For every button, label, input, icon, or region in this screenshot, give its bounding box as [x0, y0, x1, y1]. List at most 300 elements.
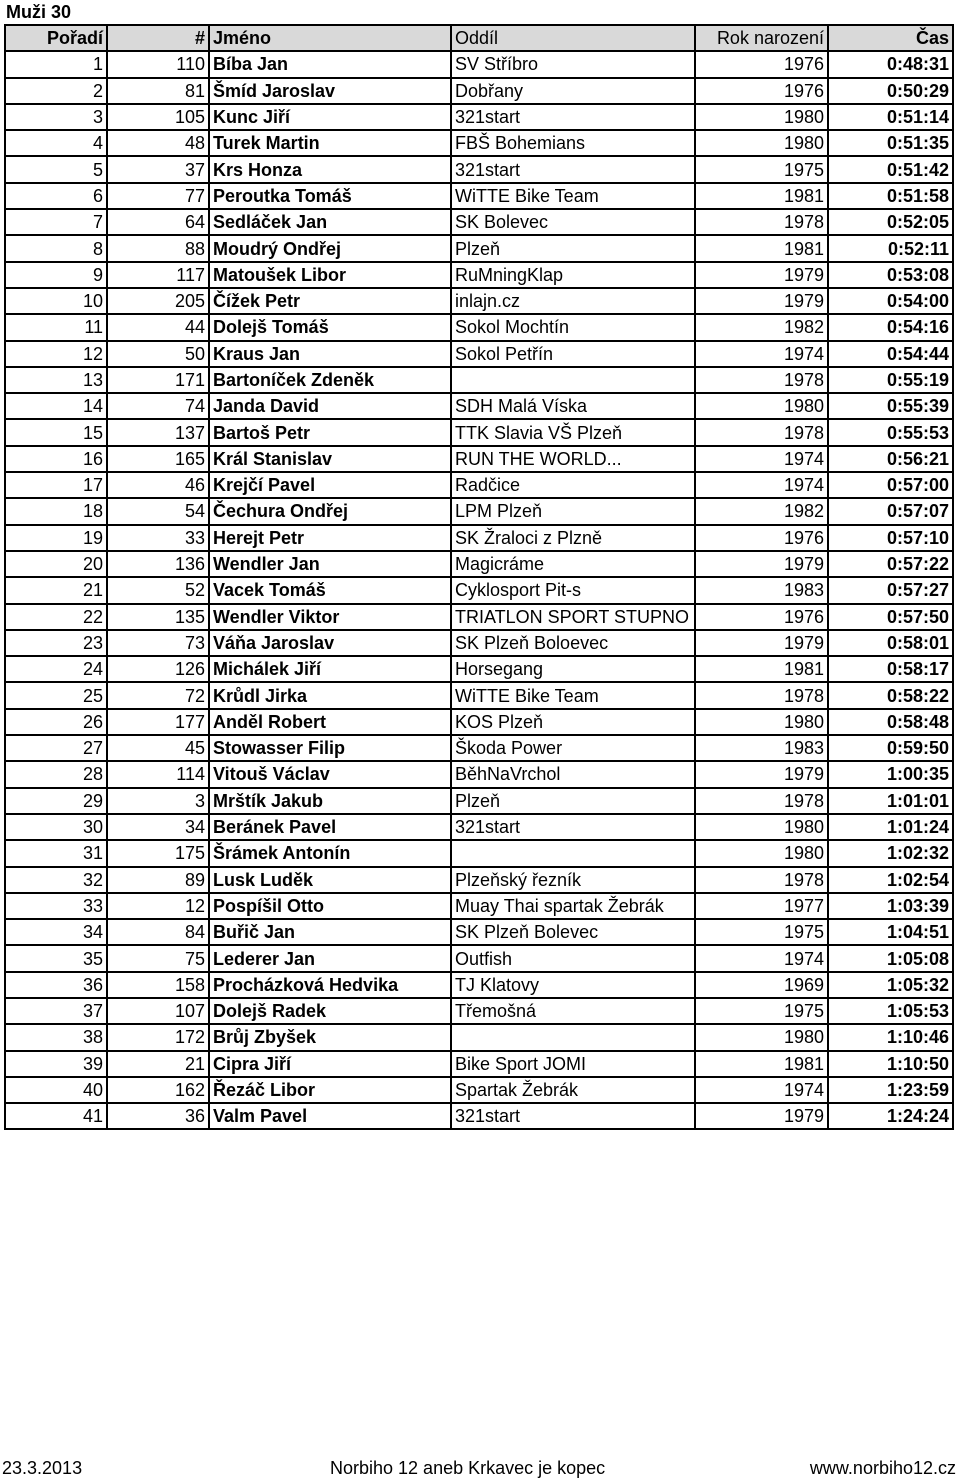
cell-name: Peroutka Tomáš — [209, 183, 451, 209]
cell-birth-year: 1975 — [695, 919, 828, 945]
cell-name: Lusk Luděk — [209, 867, 451, 893]
cell-name: Buřič Jan — [209, 919, 451, 945]
cell-bib-number: 74 — [107, 393, 209, 419]
cell-club: Plzeňský řezník — [451, 867, 695, 893]
cell-club: SV Stříbro — [451, 51, 695, 77]
cell-bib-number: 48 — [107, 130, 209, 156]
table-row — [5, 183, 953, 209]
table-row — [5, 419, 953, 445]
cell-rank: 4 — [5, 130, 107, 156]
cell-time: 0:57:07 — [828, 498, 953, 524]
cell-bib-number: 136 — [107, 551, 209, 577]
cell-bib-number: 33 — [107, 525, 209, 551]
cell-rank: 17 — [5, 472, 107, 498]
table-row — [5, 682, 953, 708]
cell-rank: 3 — [5, 104, 107, 130]
cell-club: Spartak Žebrák — [451, 1077, 695, 1103]
cell-club: 321start — [451, 156, 695, 182]
cell-time: 0:51:58 — [828, 183, 953, 209]
cell-name: Krs Honza — [209, 156, 451, 182]
cell-rank: 32 — [5, 867, 107, 893]
cell-bib-number: 105 — [107, 104, 209, 130]
cell-club: Sokol Petřín — [451, 341, 695, 367]
column-header-club: Oddíl — [451, 25, 695, 51]
cell-name: Turek Martin — [209, 130, 451, 156]
cell-rank: 1 — [5, 51, 107, 77]
cell-bib-number: 135 — [107, 604, 209, 630]
cell-bib-number: 44 — [107, 314, 209, 340]
cell-rank: 38 — [5, 1024, 107, 1050]
table-row — [5, 341, 953, 367]
table-row — [5, 577, 953, 603]
cell-birth-year: 1980 — [695, 130, 828, 156]
cell-club: Plzeň — [451, 235, 695, 261]
cell-bib-number: 177 — [107, 709, 209, 735]
cell-bib-number: 46 — [107, 472, 209, 498]
table-row — [5, 1077, 953, 1103]
cell-rank: 21 — [5, 577, 107, 603]
cell-rank: 14 — [5, 393, 107, 419]
cell-club: Muay Thai spartak Žebrák — [451, 893, 695, 919]
cell-time: 1:10:50 — [828, 1051, 953, 1077]
cell-birth-year: 1975 — [695, 998, 828, 1024]
cell-rank: 7 — [5, 209, 107, 235]
cell-bib-number: 36 — [107, 1103, 209, 1129]
cell-name: Sedláček Jan — [209, 209, 451, 235]
cell-club: Radčice — [451, 472, 695, 498]
cell-bib-number: 171 — [107, 367, 209, 393]
cell-rank: 6 — [5, 183, 107, 209]
cell-club: SK Žraloci z Plzně — [451, 525, 695, 551]
cell-club: Outfish — [451, 945, 695, 971]
cell-bib-number: 75 — [107, 945, 209, 971]
cell-name: Čížek Petr — [209, 288, 451, 314]
cell-time: 1:10:46 — [828, 1024, 953, 1050]
cell-birth-year: 1981 — [695, 656, 828, 682]
cell-bib-number: 114 — [107, 761, 209, 787]
cell-birth-year: 1975 — [695, 156, 828, 182]
cell-rank: 36 — [5, 972, 107, 998]
cell-club: Dobřany — [451, 78, 695, 104]
cell-time: 0:52:11 — [828, 235, 953, 261]
table-row — [5, 604, 953, 630]
cell-time: 0:57:22 — [828, 551, 953, 577]
cell-bib-number: 64 — [107, 209, 209, 235]
table-row — [5, 235, 953, 261]
cell-bib-number: 172 — [107, 1024, 209, 1050]
cell-birth-year: 1982 — [695, 498, 828, 524]
table-body — [5, 51, 953, 1129]
table-header — [5, 25, 953, 51]
header-row — [5, 25, 953, 51]
cell-bib-number: 117 — [107, 262, 209, 288]
cell-bib-number: 50 — [107, 341, 209, 367]
cell-club: WiTTE Bike Team — [451, 183, 695, 209]
cell-name: Wendler Jan — [209, 551, 451, 577]
cell-birth-year: 1980 — [695, 814, 828, 840]
table-row — [5, 551, 953, 577]
cell-rank: 31 — [5, 840, 107, 866]
column-header-number: # — [107, 25, 209, 51]
cell-rank: 18 — [5, 498, 107, 524]
cell-club: RuMningKlap — [451, 262, 695, 288]
table-row — [5, 367, 953, 393]
table-row — [5, 51, 953, 77]
cell-name: Matoušek Libor — [209, 262, 451, 288]
cell-name: Krůdl Jirka — [209, 682, 451, 708]
cell-time: 0:54:00 — [828, 288, 953, 314]
cell-time: 0:55:19 — [828, 367, 953, 393]
cell-club: FBŠ Bohemians — [451, 130, 695, 156]
cell-birth-year: 1979 — [695, 1103, 828, 1129]
cell-name: Pospíšil Otto — [209, 893, 451, 919]
cell-bib-number: 52 — [107, 577, 209, 603]
cell-birth-year: 1981 — [695, 183, 828, 209]
cell-birth-year: 1979 — [695, 551, 828, 577]
cell-birth-year: 1974 — [695, 446, 828, 472]
cell-time: 0:57:00 — [828, 472, 953, 498]
cell-time: 1:23:59 — [828, 1077, 953, 1103]
cell-club: 321start — [451, 814, 695, 840]
cell-name: Čechura Ondřej — [209, 498, 451, 524]
cell-time: 0:48:31 — [828, 51, 953, 77]
cell-name: Bíba Jan — [209, 51, 451, 77]
cell-club: TJ Klatovy — [451, 972, 695, 998]
cell-time: 0:57:10 — [828, 525, 953, 551]
cell-time: 0:54:16 — [828, 314, 953, 340]
table-row — [5, 1103, 953, 1129]
cell-club: 321start — [451, 1103, 695, 1129]
cell-name: Dolejš Tomáš — [209, 314, 451, 340]
cell-birth-year: 1976 — [695, 51, 828, 77]
table-row — [5, 209, 953, 235]
cell-rank: 20 — [5, 551, 107, 577]
cell-birth-year: 1978 — [695, 367, 828, 393]
cell-birth-year: 1978 — [695, 867, 828, 893]
cell-rank: 25 — [5, 682, 107, 708]
table-row — [5, 945, 953, 971]
cell-birth-year: 1980 — [695, 104, 828, 130]
cell-rank: 34 — [5, 919, 107, 945]
cell-name: Procházková Hedvika — [209, 972, 451, 998]
cell-bib-number: 77 — [107, 183, 209, 209]
cell-time: 0:55:53 — [828, 419, 953, 445]
cell-name: Beránek Pavel — [209, 814, 451, 840]
table-row — [5, 972, 953, 998]
cell-time: 1:05:08 — [828, 945, 953, 971]
page-footer — [0, 1455, 960, 1481]
cell-rank: 33 — [5, 893, 107, 919]
cell-name: Stowasser Filip — [209, 735, 451, 761]
cell-time: 0:51:35 — [828, 130, 953, 156]
cell-club: inlajn.cz — [451, 288, 695, 314]
cell-time: 0:51:14 — [828, 104, 953, 130]
cell-club: 321start — [451, 104, 695, 130]
cell-name: Herejt Petr — [209, 525, 451, 551]
cell-rank: 16 — [5, 446, 107, 472]
cell-birth-year: 1978 — [695, 788, 828, 814]
cell-club: Bike Sport JOMI — [451, 1051, 695, 1077]
cell-rank: 10 — [5, 288, 107, 314]
cell-time: 0:51:42 — [828, 156, 953, 182]
table-row — [5, 314, 953, 340]
cell-time: 0:56:21 — [828, 446, 953, 472]
table-row — [5, 498, 953, 524]
cell-birth-year: 1979 — [695, 288, 828, 314]
cell-bib-number: 72 — [107, 682, 209, 708]
cell-birth-year: 1980 — [695, 1024, 828, 1050]
cell-birth-year: 1981 — [695, 235, 828, 261]
cell-name: Anděl Robert — [209, 709, 451, 735]
cell-time: 0:58:48 — [828, 709, 953, 735]
cell-rank: 26 — [5, 709, 107, 735]
cell-birth-year: 1976 — [695, 525, 828, 551]
cell-bib-number: 88 — [107, 235, 209, 261]
cell-name: Šmíd Jaroslav — [209, 78, 451, 104]
cell-birth-year: 1978 — [695, 682, 828, 708]
table-row — [5, 262, 953, 288]
cell-birth-year: 1978 — [695, 419, 828, 445]
table-row — [5, 1024, 953, 1050]
cell-rank: 39 — [5, 1051, 107, 1077]
column-header-name: Jméno — [209, 25, 451, 51]
cell-time: 0:50:29 — [828, 78, 953, 104]
table-row — [5, 446, 953, 472]
cell-club: TRIATLON SPORT STUPNO — [451, 604, 695, 630]
cell-club: Třemošná — [451, 998, 695, 1024]
cell-name: Wendler Viktor — [209, 604, 451, 630]
cell-birth-year: 1980 — [695, 393, 828, 419]
cell-name: Kunc Jiří — [209, 104, 451, 130]
cell-birth-year: 1981 — [695, 1051, 828, 1077]
cell-bib-number: 84 — [107, 919, 209, 945]
cell-rank: 35 — [5, 945, 107, 971]
cell-club: SK Plzeň Bolevec — [451, 919, 695, 945]
cell-bib-number: 89 — [107, 867, 209, 893]
cell-birth-year: 1974 — [695, 945, 828, 971]
cell-name: Lederer Jan — [209, 945, 451, 971]
cell-bib-number: 21 — [107, 1051, 209, 1077]
cell-time: 1:04:51 — [828, 919, 953, 945]
cell-birth-year: 1979 — [695, 761, 828, 787]
cell-name: Valm Pavel — [209, 1103, 451, 1129]
cell-rank: 41 — [5, 1103, 107, 1129]
cell-time: 0:57:50 — [828, 604, 953, 630]
cell-bib-number: 3 — [107, 788, 209, 814]
cell-rank: 24 — [5, 656, 107, 682]
cell-bib-number: 126 — [107, 656, 209, 682]
cell-club: TTK Slavia VŠ Plzeň — [451, 419, 695, 445]
cell-rank: 13 — [5, 367, 107, 393]
table-row — [5, 998, 953, 1024]
cell-birth-year: 1976 — [695, 604, 828, 630]
cell-rank: 40 — [5, 1077, 107, 1103]
column-header-year: Rok narození — [695, 25, 828, 51]
cell-club: KOS Plzeň — [451, 709, 695, 735]
cell-birth-year: 1979 — [695, 262, 828, 288]
table-row — [5, 840, 953, 866]
table-row — [5, 709, 953, 735]
cell-rank: 30 — [5, 814, 107, 840]
cell-birth-year: 1983 — [695, 735, 828, 761]
cell-rank: 27 — [5, 735, 107, 761]
cell-time: 1:00:35 — [828, 761, 953, 787]
cell-name: Brůj Zbyšek — [209, 1024, 451, 1050]
cell-name: Michálek Jiří — [209, 656, 451, 682]
cell-club: SK Plzeň Boloevec — [451, 630, 695, 656]
cell-name: Šrámek Antonín — [209, 840, 451, 866]
cell-club: Škoda Power — [451, 735, 695, 761]
cell-time: 0:59:50 — [828, 735, 953, 761]
cell-rank: 12 — [5, 341, 107, 367]
cell-name: Krejčí Pavel — [209, 472, 451, 498]
cell-bib-number: 137 — [107, 419, 209, 445]
cell-birth-year: 1983 — [695, 577, 828, 603]
cell-club: SDH Malá Víska — [451, 393, 695, 419]
cell-rank: 22 — [5, 604, 107, 630]
cell-birth-year: 1976 — [695, 78, 828, 104]
cell-club — [451, 1024, 695, 1050]
cell-club: WiTTE Bike Team — [451, 682, 695, 708]
column-header-rank: Pořadí — [5, 25, 107, 51]
table-row — [5, 761, 953, 787]
column-header-time: Čas — [828, 25, 953, 51]
cell-rank: 5 — [5, 156, 107, 182]
cell-time: 0:58:17 — [828, 656, 953, 682]
table-row — [5, 1051, 953, 1077]
cell-time: 0:58:01 — [828, 630, 953, 656]
cell-birth-year: 1978 — [695, 209, 828, 235]
table-row — [5, 472, 953, 498]
cell-bib-number: 54 — [107, 498, 209, 524]
footer-date: 23.3.2013 — [2, 1458, 83, 1478]
cell-name: Vacek Tomáš — [209, 577, 451, 603]
cell-club: Horsegang — [451, 656, 695, 682]
cell-bib-number: 73 — [107, 630, 209, 656]
table-row — [5, 893, 953, 919]
table-row — [5, 919, 953, 945]
cell-name: Váňa Jaroslav — [209, 630, 451, 656]
cell-birth-year: 1980 — [695, 709, 828, 735]
cell-time: 0:53:08 — [828, 262, 953, 288]
table-row — [5, 525, 953, 551]
cell-club: Sokol Mochtín — [451, 314, 695, 340]
table-row — [5, 814, 953, 840]
cell-name: Mrštík Jakub — [209, 788, 451, 814]
footer-website: www.norbiho12.cz — [809, 1458, 956, 1478]
table-row — [5, 735, 953, 761]
cell-time: 1:02:32 — [828, 840, 953, 866]
cell-name: Kraus Jan — [209, 341, 451, 367]
cell-birth-year: 1979 — [695, 630, 828, 656]
cell-time: 0:57:27 — [828, 577, 953, 603]
cell-club: BěhNaVrchol — [451, 761, 695, 787]
cell-bib-number: 165 — [107, 446, 209, 472]
cell-name: Moudrý Ondřej — [209, 235, 451, 261]
table-row — [5, 104, 953, 130]
table-row — [5, 156, 953, 182]
cell-bib-number: 45 — [107, 735, 209, 761]
cell-name: Bartoníček Zdeněk — [209, 367, 451, 393]
cell-time: 1:01:24 — [828, 814, 953, 840]
cell-club: Magicráme — [451, 551, 695, 577]
table-row — [5, 867, 953, 893]
cell-birth-year: 1980 — [695, 840, 828, 866]
cell-time: 0:55:39 — [828, 393, 953, 419]
cell-rank: 37 — [5, 998, 107, 1024]
cell-birth-year: 1982 — [695, 314, 828, 340]
table-row — [5, 130, 953, 156]
cell-time: 0:52:05 — [828, 209, 953, 235]
cell-time: 0:58:22 — [828, 682, 953, 708]
cell-rank: 11 — [5, 314, 107, 340]
footer-event-name: Norbiho 12 aneb Krkavec je kopec — [330, 1458, 606, 1478]
cell-birth-year: 1969 — [695, 972, 828, 998]
page-title: Muži 30 — [6, 2, 72, 22]
cell-club: Plzeň — [451, 788, 695, 814]
cell-club — [451, 367, 695, 393]
cell-bib-number: 162 — [107, 1077, 209, 1103]
cell-birth-year: 1974 — [695, 472, 828, 498]
cell-club: LPM Plzeň — [451, 498, 695, 524]
cell-rank: 19 — [5, 525, 107, 551]
cell-birth-year: 1974 — [695, 341, 828, 367]
cell-rank: 8 — [5, 235, 107, 261]
cell-time: 1:05:53 — [828, 998, 953, 1024]
cell-bib-number: 81 — [107, 78, 209, 104]
cell-club: Cyklosport Pit-s — [451, 577, 695, 603]
cell-time: 1:01:01 — [828, 788, 953, 814]
cell-rank: 9 — [5, 262, 107, 288]
cell-name: Janda David — [209, 393, 451, 419]
cell-bib-number: 110 — [107, 51, 209, 77]
cell-time: 1:05:32 — [828, 972, 953, 998]
cell-time: 1:03:39 — [828, 893, 953, 919]
cell-time: 1:02:54 — [828, 867, 953, 893]
cell-name: Král Stanislav — [209, 446, 451, 472]
cell-club — [451, 840, 695, 866]
cell-rank: 23 — [5, 630, 107, 656]
cell-club: SK Bolevec — [451, 209, 695, 235]
table-row — [5, 656, 953, 682]
cell-bib-number: 37 — [107, 156, 209, 182]
cell-bib-number: 175 — [107, 840, 209, 866]
table-row — [5, 288, 953, 314]
cell-bib-number: 158 — [107, 972, 209, 998]
table-row — [5, 393, 953, 419]
cell-rank: 29 — [5, 788, 107, 814]
cell-birth-year: 1974 — [695, 1077, 828, 1103]
cell-bib-number: 34 — [107, 814, 209, 840]
cell-name: Cipra Jiří — [209, 1051, 451, 1077]
cell-rank: 15 — [5, 419, 107, 445]
cell-name: Vitouš Václav — [209, 761, 451, 787]
cell-rank: 2 — [5, 78, 107, 104]
cell-bib-number: 12 — [107, 893, 209, 919]
cell-name: Dolejš Radek — [209, 998, 451, 1024]
cell-bib-number: 107 — [107, 998, 209, 1024]
cell-name: Bartoš Petr — [209, 419, 451, 445]
results-table — [4, 24, 954, 1130]
cell-time: 1:24:24 — [828, 1103, 953, 1129]
table-row — [5, 788, 953, 814]
cell-club: RUN THE WORLD... — [451, 446, 695, 472]
cell-name: Řezáč Libor — [209, 1077, 451, 1103]
table-row — [5, 78, 953, 104]
cell-time: 0:54:44 — [828, 341, 953, 367]
cell-bib-number: 205 — [107, 288, 209, 314]
cell-birth-year: 1977 — [695, 893, 828, 919]
